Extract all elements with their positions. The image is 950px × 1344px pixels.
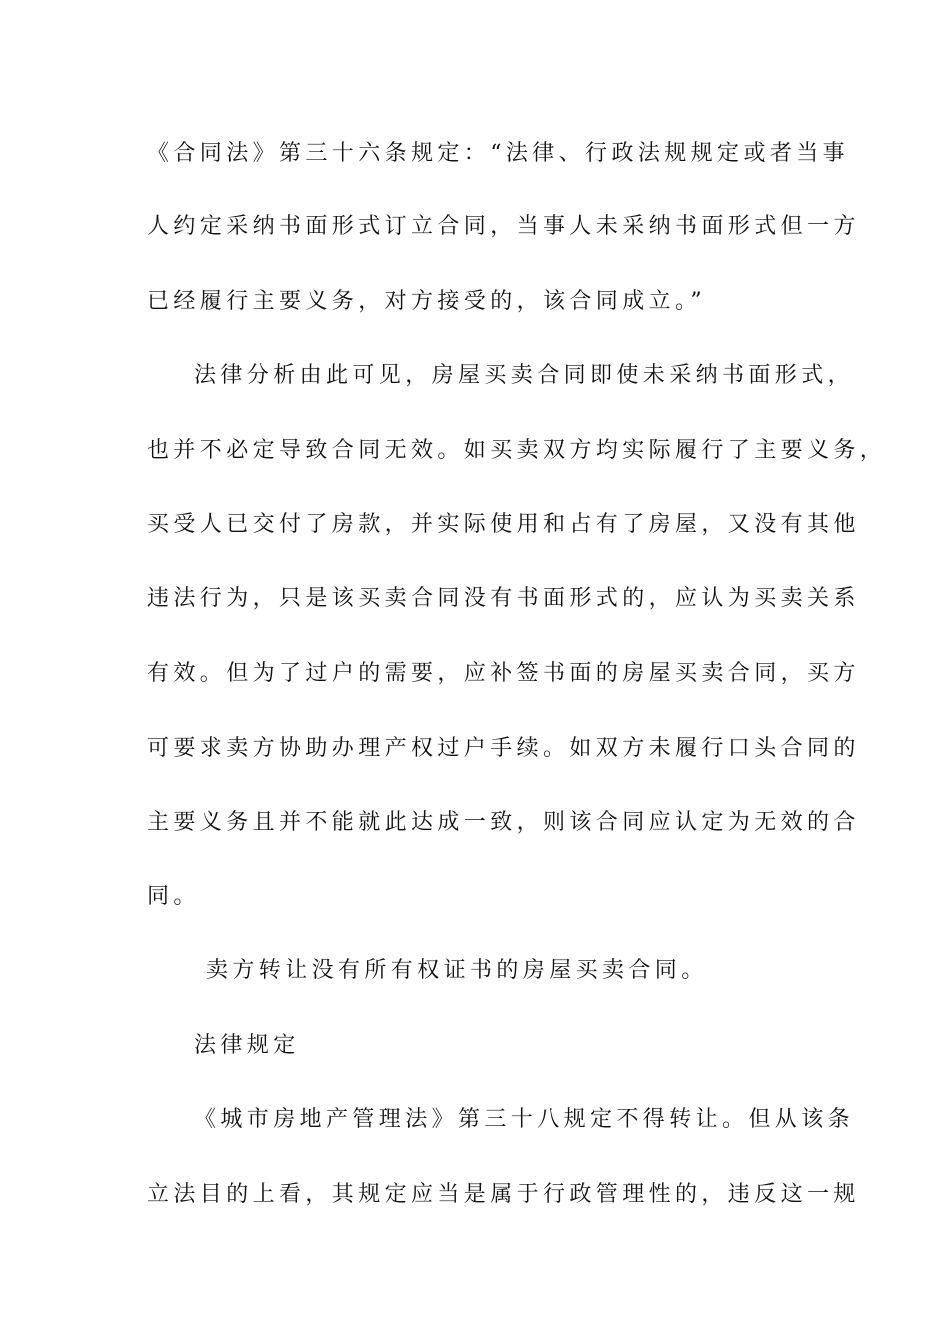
text-line: 立法目的上看，其规定应当是属于行政管理性的，违反这一规 xyxy=(147,1182,860,1207)
text-line: 同。 xyxy=(147,884,200,909)
section-heading: 法律规定 xyxy=(194,1033,300,1058)
text-line: 买受人已交付了房款，并实际使用和占有了房屋，又没有其他 xyxy=(147,512,860,537)
text-line: 也并不必定导致合同无效。如买卖双方均实际履行了主要义务， xyxy=(147,438,887,463)
text-line: 《城市房地产管理法》第三十八规定不得转让。但从该条 xyxy=(194,1107,855,1132)
text-line: 有效。但为了过户的需要，应补签书面的房屋买卖合同，买方 xyxy=(147,661,860,686)
text-line: 人约定采纳书面形式订立合同，当事人未采纳书面形式但一方 xyxy=(147,214,860,239)
text-line: 《合同法》第三十六条规定：“法律、行政法规规定或者当事 xyxy=(147,141,850,166)
text-line: 已经履行主要义务，对方接受的，该合同成立。” xyxy=(147,289,707,314)
text-line: 卖方转让没有所有权证书的房屋买卖合同。 xyxy=(206,958,708,983)
text-line: 违法行为，只是该买卖合同没有书面形式的，应认为买卖关系 xyxy=(147,586,860,611)
text-line: 可要求卖方协助办理产权过户手续。如双方未履行口头合同的 xyxy=(147,736,860,761)
text-line: 法律分析由此可见，房屋买卖合同即使未采纳书面形式， xyxy=(194,363,855,388)
text-line: 主要义务且并不能就此达成一致，则该合同应认定为无效的合 xyxy=(147,810,860,835)
